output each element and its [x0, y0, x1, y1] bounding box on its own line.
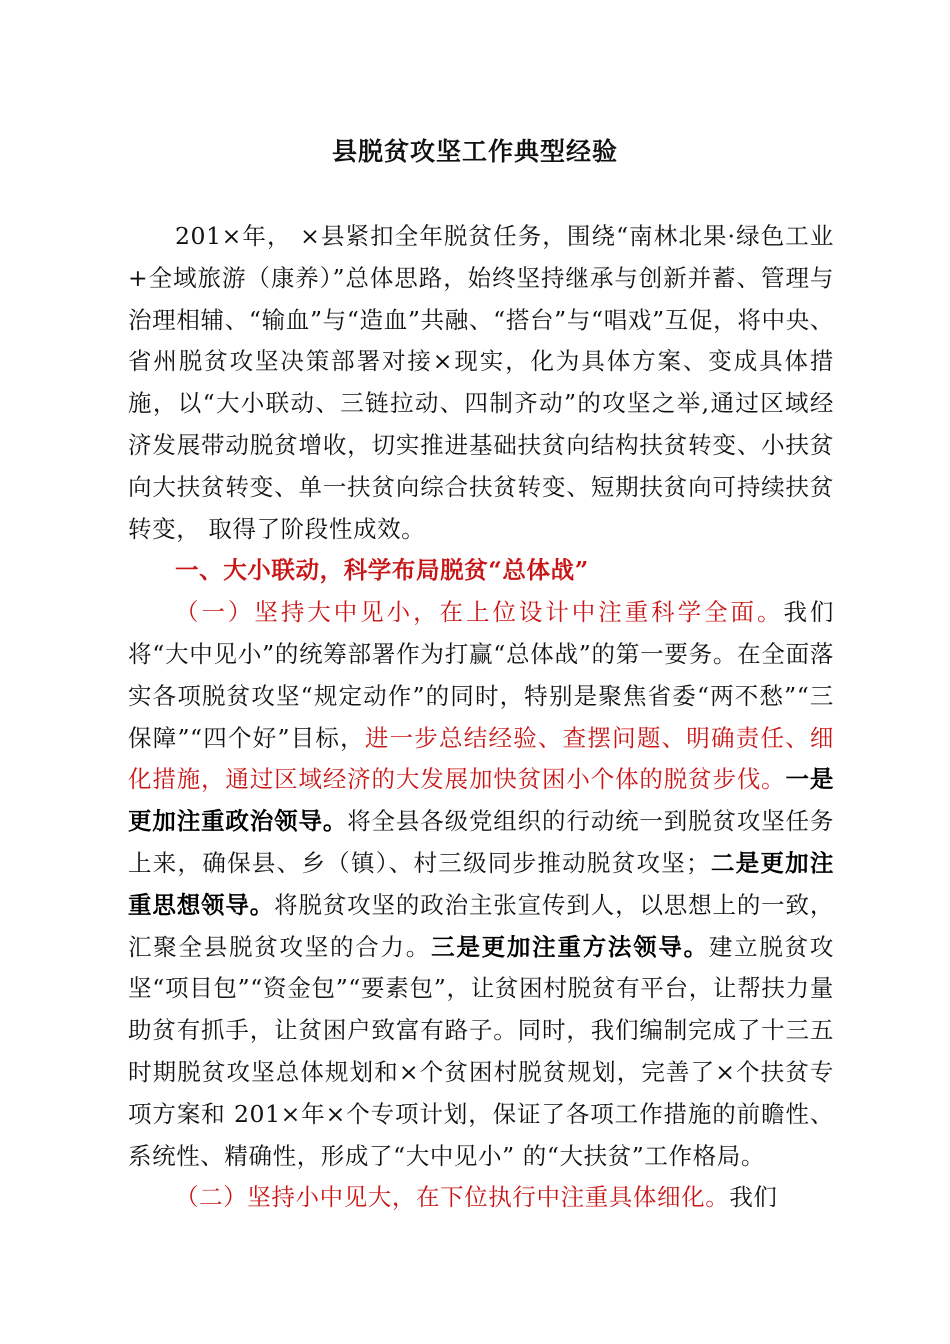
point-2-label: 二是更加注重思想领导。 — [128, 848, 835, 919]
subheading-2: （二）坚持小中见大，在下位执行中注重具体细化。 — [175, 1183, 730, 1212]
point-3-label: 三是更加注重方法领导。 — [431, 932, 709, 961]
paragraph-1-highlight: 进一步总结经验、查摆问题、明确责任、细化措施，通过区域经济的大发展加快贫困小个体的脱贫步伐。 — [128, 723, 834, 794]
point-1-label: 一是更加注重政治领导。 — [128, 765, 835, 836]
subheading-1: （一）坚持大中见小，在上位设计中注重科学全面。 — [175, 598, 784, 627]
paragraph-1-text-3: 将脱贫攻坚的政治主张宣传到人，以思想上的一致， 汇聚全县脱贫攻坚的合力。 — [128, 890, 834, 961]
section-heading: 一、大小联动，科学布局脱贫“总体战” — [175, 556, 589, 585]
paragraph-2 — [128, 1177, 834, 1219]
intro-paragraph: 201×年， ×县紧扣全年脱贫任务，围绕“南林北果·绿色工业+全域旅游（康养）”总体思路，始终坚持继承与创新并蓄、管理与治理相辅、“输血”与“造血”共融、“搭台”与“唱戏”互促，将中央、省州脱贫攻坚决策部署对接×现实，化为具体方案、变成具体措施，以“大小联动、三链拉动、四制齐动”的攻坚之举,通过区域经济发展带动脱贫增收，切实推进基础扶贫向结构扶贫转变、小扶贫向大扶贫转变、单一扶贫向综合扶贫转变、短期扶贫向可持续扶贫转变， 取得了阶段性成效。 — [128, 222, 834, 543]
paragraph-1-text-1: 我们将“大中见小”的统筹部署作为打赢“总体战”的第一要务。在全面落实各项脱贫攻坚“规定动作”的同时，特别是聚焦省委“两不愁”“三保障”“四个好”目标， — [128, 598, 834, 752]
paragraph-1-text-2: 将全县各级党组织的行动统一到脱贫攻坚任务上来，确保县、乡（镇）、村三级同步推动脱贫攻坚； — [128, 807, 835, 877]
paragraph-1 — [128, 592, 834, 1177]
document-title: 县脱贫攻坚工作典型经验 — [331, 137, 618, 166]
paragraph-2-text: 我们 — [729, 1183, 778, 1212]
document-body — [128, 216, 834, 1219]
paragraph-1-text-4: 建立脱贫攻坚“项目包”“资金包”“要素包”，让贫困村脱贫有平台，让帮扶力量助贫有抓手，让贫困户致富有路子。同时，我们编制完成了十三五时期脱贫攻坚总体规划和×个贫困村脱贫规划，完善了×个扶贫专项方案和 201×年×个专项计划，保证了各项工作措施的前瞻性、系统性、精确性，形成了“大中见小” 的“大扶贫”工作格局。 — [128, 932, 834, 1170]
